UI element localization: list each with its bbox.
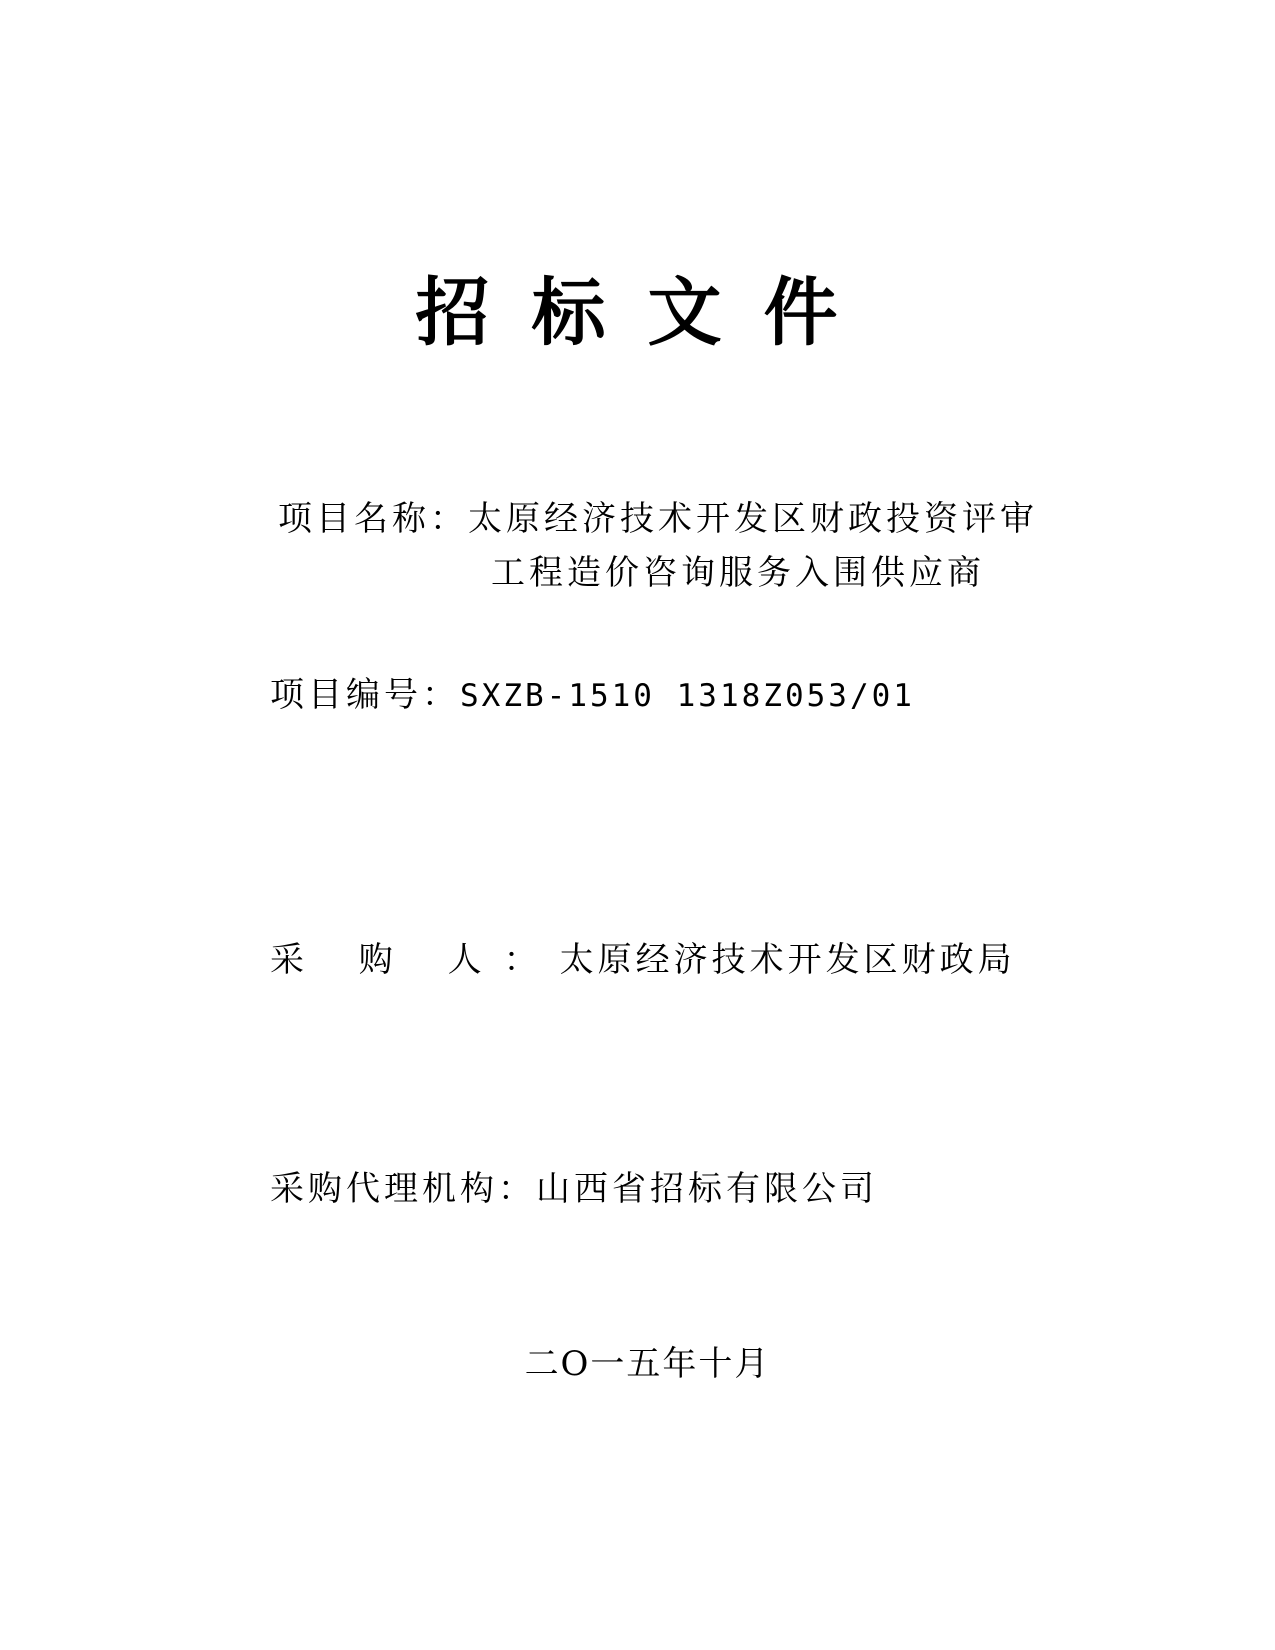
project-code-label: 项目编号： (270, 675, 460, 715)
project-name-row (278, 496, 1038, 542)
project-name-value-line1: 太原经济技术开发区财政投资评审 (468, 499, 1038, 539)
buyer-row (270, 937, 1016, 983)
project-name-label: 项目名称： (278, 499, 468, 539)
buyer-value: 太原经济技术开发区财政局 (559, 940, 1016, 980)
project-name-value-line2: 工程造价咨询服务入围供应商 (491, 553, 985, 593)
document-date: 二O一五年十月 (524, 1344, 771, 1384)
agency-label: 采购代理机构： (270, 1169, 536, 1209)
agency-value: 山西省招标有限公司 (536, 1169, 878, 1209)
document-title: 招标文件 (415, 270, 880, 356)
agency-row (270, 1166, 878, 1212)
project-code-row (270, 672, 915, 719)
project-code-value: SXZB-1510 1318Z053/01 (460, 678, 915, 714)
buyer-label: 采 购 人： (270, 940, 560, 980)
